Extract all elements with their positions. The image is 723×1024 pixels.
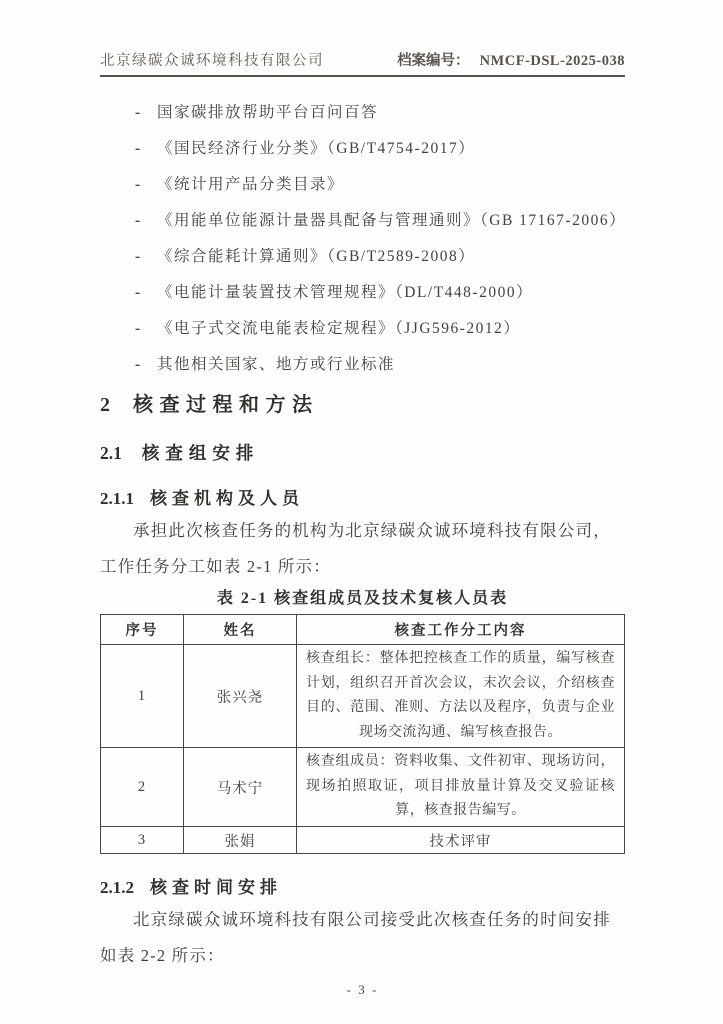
paragraph-line: 如表 2-2 所示： <box>100 946 225 965</box>
list-dash: - <box>135 176 142 193</box>
list-item-text: 《电能计量装置技术管理规程》（DL/T448-2000） <box>157 284 534 301</box>
cell-no: 1 <box>101 645 184 748</box>
list-item-text: 《国民经济行业分类》（GB/T4754-2017） <box>157 140 476 157</box>
page-header <box>100 0 625 77</box>
section-title: 核查机构及人员 <box>150 489 304 508</box>
section-number: 2 <box>100 394 110 416</box>
paragraph-line: 承担此次核查任务的机构为北京绿碳众诚环境科技有限公司， <box>133 521 611 540</box>
table-row <box>101 645 625 748</box>
cell-duty: 核查组长：整体把控核查工作的质量，编写核查计划，组织召开首次会议，末次会议，介绍核查目的、范围、准则、方法以及程序，负责与企业现场交流沟通、编写核查报告。 <box>297 645 625 748</box>
list-item <box>100 211 625 230</box>
verification-team-table <box>100 614 625 854</box>
column-header-no: 序号 <box>101 615 184 645</box>
list-item-text: 国家碳排放帮助平台百问百答 <box>157 104 379 121</box>
list-dash: - <box>135 356 142 373</box>
section-title: 核查组安排 <box>141 443 260 463</box>
list-item <box>100 319 625 338</box>
header-archive-number <box>397 49 625 70</box>
archive-value: NMCF-DSL-2025-038 <box>479 53 625 69</box>
list-item <box>100 103 625 122</box>
cell-duty: 技术评审 <box>297 827 625 854</box>
cell-no: 2 <box>101 748 184 827</box>
cell-name: 马术宁 <box>184 748 297 827</box>
column-header-duty: 核查工作分工内容 <box>297 615 625 645</box>
paragraph-time-schedule <box>100 900 625 974</box>
page-number: - 3 - <box>346 982 379 997</box>
table-header-row <box>101 615 625 645</box>
list-dash: - <box>135 320 142 337</box>
section-heading-team <box>100 441 625 465</box>
list-item <box>100 283 625 302</box>
list-dash: - <box>135 140 142 157</box>
archive-label: 档案编号： <box>397 53 470 69</box>
list-dash: - <box>135 248 142 265</box>
list-dash: - <box>135 284 142 301</box>
list-item <box>100 247 625 266</box>
list-item-text: 其他相关国家、地方或行业标准 <box>157 356 396 373</box>
cell-name: 张娟 <box>184 827 297 854</box>
section-number: 2.1.2 <box>100 878 134 897</box>
cell-name: 张兴尧 <box>184 645 297 748</box>
section-number: 2.1.1 <box>100 489 134 508</box>
paragraph-organization <box>100 511 625 585</box>
cell-duty: 核查组成员：资料收集、文件初审、现场访问，现场拍照取证，项目排放量计算及交叉验证核算，核查报告编写。 <box>297 748 625 827</box>
list-item <box>100 355 625 374</box>
table-row <box>101 748 625 827</box>
column-header-name: 姓名 <box>184 615 297 645</box>
list-item <box>100 175 625 194</box>
list-item <box>100 139 625 158</box>
paragraph-line: 北京绿碳众诚环境科技有限公司接受此次核查任务的时间安排 <box>133 910 611 929</box>
list-item-text: 《综合能耗计算通则》（GB/T2589-2008） <box>157 248 476 265</box>
paragraph-line: 工作任务分工如表 2-1 所示： <box>100 557 331 576</box>
reference-list <box>100 103 625 374</box>
table-caption: 表 2-1 核查组成员及技术复核人员表 <box>216 590 509 607</box>
list-item-text: 《统计用产品分类目录》 <box>157 176 345 193</box>
list-dash: - <box>135 212 142 229</box>
section-heading-time-schedule <box>100 876 625 900</box>
list-dash: - <box>135 104 142 121</box>
header-company-name: 北京绿碳众诚环境科技有限公司 <box>100 53 324 69</box>
table-row <box>101 827 625 854</box>
section-number: 2.1 <box>100 443 122 463</box>
section-heading-process <box>100 392 625 418</box>
list-item-text: 《用能单位能源计量器具配备与管理通则》（GB 17167-2006） <box>157 212 627 229</box>
cell-no: 3 <box>101 827 184 854</box>
section-heading-org-personnel <box>100 487 625 511</box>
list-item-text: 《电子式交流电能表检定规程》（JJG596-2012） <box>157 320 521 337</box>
section-title: 核查过程和方法 <box>133 394 319 416</box>
section-title: 核查时间安排 <box>150 878 282 897</box>
